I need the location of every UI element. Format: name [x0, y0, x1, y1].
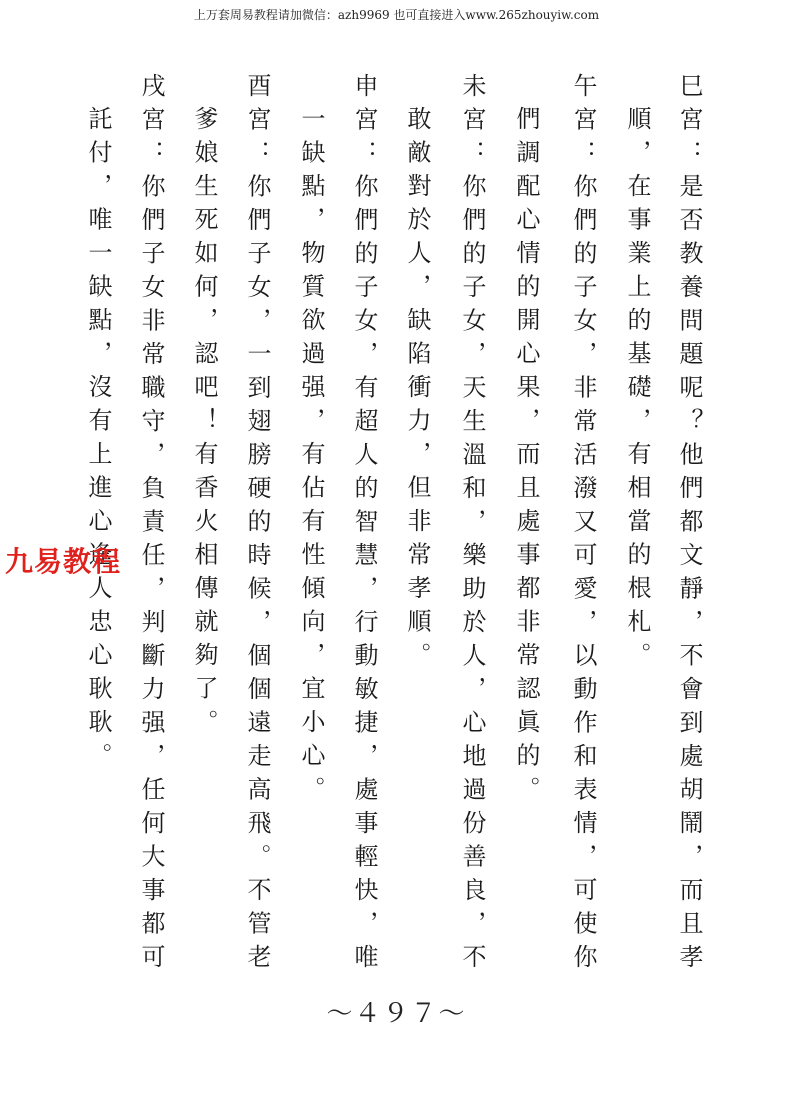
text-column-3: 午宮：你們的子女，非常活潑又可愛，以動作和表情，可使你 [569, 73, 597, 978]
text-column-8: 一缺點，物質欲過强，有佔有性傾向，宜小心。 [297, 106, 325, 810]
text-column-7: 申宮：你們的子女，有超人的智慧，行動敏捷，處事輕快，唯 [350, 73, 378, 978]
text-column-4: 們調配心情的開心果，而且處事都非常認眞的。 [512, 106, 540, 810]
text-column-9: 酉宮：你們子女，一到翅膀硬的時候，個個遠走高飛。不管老 [243, 73, 271, 978]
text-column-10: 爹娘生死如何，認吧！有香火相傳就夠了。 [190, 106, 218, 743]
watermark-logo: 九易教程 [5, 545, 122, 578]
text-column-12: 託付，唯一缺點，沒有上進心逢人忠心耿耿。 [84, 106, 112, 776]
page-number: ～４９７～ [326, 999, 467, 1029]
page-header-banner: 上万套周易教程请加微信：azh9969 也可直接进入www.265zhouyiw.com [193, 8, 600, 22]
text-column-1: 巳宮：是否教養問題呢？他們都文靜，不會到處胡鬧，而且孝 [675, 73, 703, 978]
text-column-5: 未宮：你們的子女，天生溫和，樂助於人，心地過份善良，不 [458, 73, 486, 978]
text-column-11: 戌宮：你們子女非常職守，負責任，判斷力强，任何大事都可 [137, 73, 165, 978]
text-column-6: 敢敵對於人，缺陷衝力，但非常孝順。 [403, 106, 431, 676]
text-column-2: 順，在事業上的基礎，有相當的根札。 [623, 106, 651, 676]
